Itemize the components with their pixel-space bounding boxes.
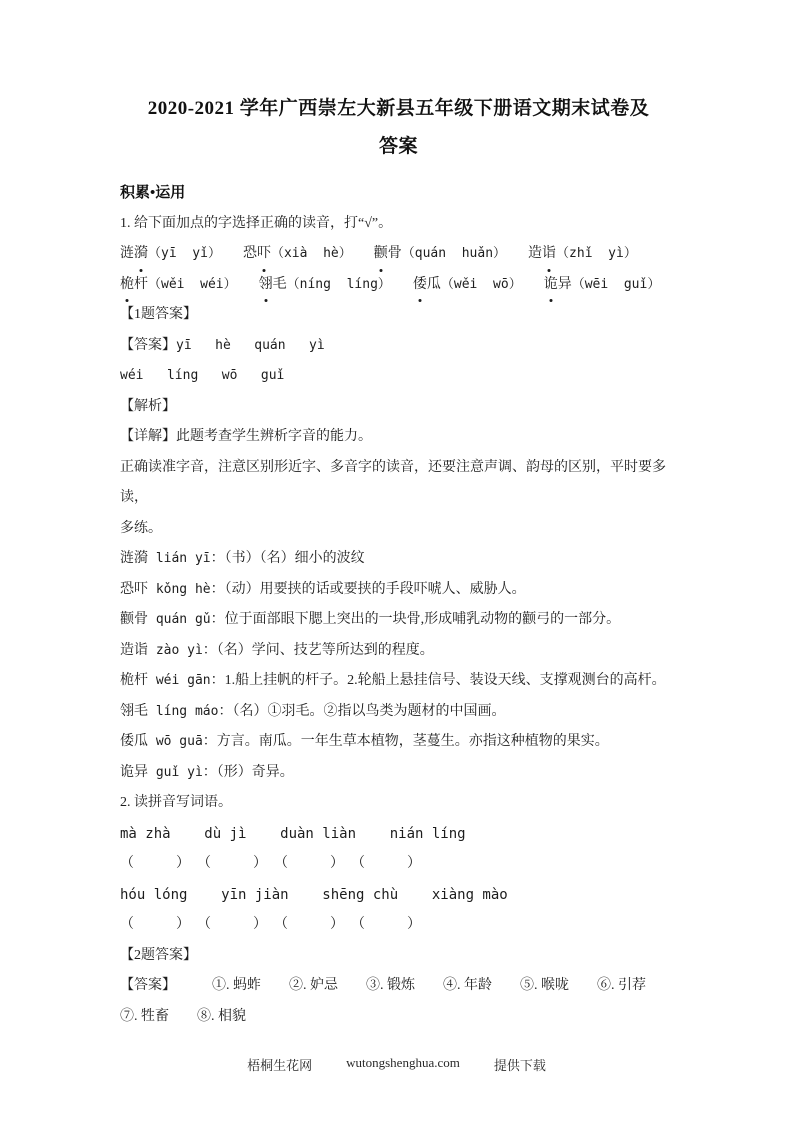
q1-word-guiyi	[544, 270, 661, 301]
definition-text: ：（动）用要挟的话或要挟的手段吓唬人、威胁人。	[210, 581, 526, 597]
char: 造	[528, 246, 543, 261]
analysis-header: 【解析】	[120, 398, 176, 414]
definition-pinyin: wō guā	[148, 734, 203, 749]
definition-word: 涟漪	[120, 551, 148, 566]
answer-1-line-2	[120, 361, 677, 392]
analysis-paragraph-line-2: 多练。	[120, 520, 162, 536]
document-title-line2: 答案	[378, 136, 418, 157]
char: 毛	[272, 276, 287, 292]
definition-word: 造诣	[120, 642, 148, 658]
definition-word: 倭瓜	[120, 734, 148, 749]
pinyin-options: （wěi wéi）	[148, 276, 237, 292]
answer-item: ⑧. 相貌	[197, 1008, 246, 1024]
char: 瓜	[426, 276, 441, 292]
pinyin-options: （yī yǐ）	[148, 246, 221, 261]
definition-text: ：位于面部眼下腮上突出的一块骨,形成哺乳动物的颧弓的一部分。	[210, 612, 621, 627]
definition-zaoyi	[120, 636, 677, 667]
char: 骨	[387, 246, 402, 261]
definition-guiyi	[120, 758, 677, 789]
dotted-char: 倭	[413, 270, 427, 301]
analysis-detail: 【详解】此题考查学生辨析字音的能力。	[120, 429, 372, 444]
definition-text: ：1.船上挂帆的杆子。2.轮船上悬挂信号、装设天线、支撑观测台的高杆。	[210, 673, 666, 688]
pinyin-options: （quán huǎn）	[401, 246, 507, 261]
answer-label: 【答案】	[120, 978, 176, 993]
footer-site-url: wutongshenghua.com	[346, 1055, 460, 1070]
answer-2-header: 【2题答案】	[120, 947, 197, 963]
footer-site-name: 梧桐生花网	[247, 1058, 313, 1073]
q1-word-lingmao	[259, 270, 391, 301]
definition-weigan	[120, 666, 677, 697]
dotted-char: 颧	[374, 239, 388, 270]
q1-word-zaoyi	[528, 239, 637, 270]
char: 涟	[120, 246, 134, 261]
answer-label: 【答案】	[120, 337, 176, 353]
answer-1-header: 【1题答案】	[120, 307, 197, 322]
definition-lianyi	[120, 544, 677, 575]
pinyin-options: （níng líng）	[286, 276, 391, 292]
pinyin-options: （zhǐ yì）	[556, 246, 637, 261]
definition-konghe	[120, 575, 677, 606]
answer-2-items-line-2	[120, 1002, 677, 1033]
footer-download-text: 提供下载	[493, 1058, 546, 1073]
char: 异	[557, 276, 572, 292]
definition-lingmao	[120, 697, 677, 728]
definition-text: ：（名）学问、技艺等所达到的程度。	[202, 642, 434, 658]
definition-pinyin: guǐ yì	[148, 764, 203, 780]
dotted-char: 诣	[542, 239, 556, 270]
pinyin-options: （xià hè）	[270, 246, 352, 261]
definition-pinyin: zào yì	[148, 642, 203, 658]
page-footer	[0, 1055, 793, 1074]
q2-pinyin-row-2: hóu lóng yīn jiàn shēng chù xiàng mào	[120, 886, 508, 903]
q1-word-konghe	[243, 239, 352, 270]
dotted-char: 漪	[134, 239, 148, 270]
answer-1-line-1	[120, 331, 677, 362]
definition-pinyin: quán gǔ	[148, 612, 211, 627]
definition-text: ：方言。南瓜。一年生草本植物，茎蔓生。亦指这种植物的果实。	[202, 734, 609, 749]
definition-pinyin: lián yī	[148, 551, 211, 566]
dotted-char: 诡	[544, 270, 558, 301]
q1-word-quangu	[374, 239, 506, 270]
dotted-char: 吓	[257, 239, 271, 270]
definition-wogua	[120, 727, 677, 758]
definition-word: 翎毛	[120, 703, 148, 719]
dotted-char: 翎	[259, 270, 273, 301]
answer-2-items-line-1	[120, 971, 677, 1002]
q2-blank-parens-row-1: （ ） （ ） （ ） （ ）	[120, 856, 421, 871]
question-2-prompt: 2. 读拼音写词语。	[120, 795, 232, 810]
section-heading: 积累•运用	[120, 185, 186, 201]
question-1-word-row-1	[120, 239, 677, 270]
answer-item: ⑦. 牲畜	[120, 1008, 169, 1024]
answer-item: ②. 妒忌	[289, 978, 338, 993]
answer-item: ⑤. 喉咙	[520, 978, 569, 993]
answer-pinyin: wéi líng wō guǐ	[120, 368, 285, 383]
q1-word-lianyi	[120, 239, 221, 270]
definition-word: 诡异	[120, 764, 148, 780]
definition-word: 恐吓	[120, 581, 148, 597]
answer-item: ⑥. 引荐	[597, 978, 646, 993]
answer-item: ③. 锻炼	[366, 978, 415, 993]
analysis-paragraph-line-1: 正确读准字音，注意区别形近字、多音字的读音，还要注意声调、韵母的区别，平时要多读，	[120, 459, 666, 505]
answer-item: ④. 年龄	[443, 978, 492, 993]
definition-pinyin: kǒng hè	[148, 581, 211, 597]
definition-word: 颧骨	[120, 612, 148, 627]
dotted-char: 桅	[120, 270, 134, 301]
q1-word-weigan	[120, 270, 237, 301]
definition-text: ：（名）①羽毛。②指以鸟类为题材的中国画。	[218, 703, 506, 719]
pinyin-options: （wěi wō）	[440, 276, 522, 292]
answer-item: ①. 蚂蚱	[212, 978, 261, 993]
definition-pinyin: líng máo	[148, 703, 219, 719]
definition-quangu	[120, 605, 677, 636]
definition-word: 桅杆	[120, 673, 148, 688]
char: 杆	[134, 276, 148, 292]
question-1-prompt: 1. 给下面加点的字选择正确的读音，打“√”。	[120, 215, 393, 231]
answer-pinyin: yī hè quán yì	[176, 337, 325, 353]
question-1-word-row-2	[120, 270, 677, 301]
definition-text: ：（形）奇异。	[202, 764, 294, 780]
q2-pinyin-row-1: mà zhà dù jì duàn liàn nián líng	[120, 825, 466, 842]
q2-blank-parens-row-2: （ ） （ ） （ ） （ ）	[120, 917, 421, 932]
q1-word-wogua	[413, 270, 522, 301]
document-title-line1: 2020-2021 学年广西崇左大新县五年级下册语文期末试卷及	[147, 98, 650, 119]
definition-pinyin: wéi gān	[148, 673, 211, 688]
pinyin-options: （wēi guǐ）	[571, 276, 661, 292]
char: 恐	[242, 246, 257, 261]
definition-text: ：（书）（名）细小的波纹	[210, 551, 365, 566]
